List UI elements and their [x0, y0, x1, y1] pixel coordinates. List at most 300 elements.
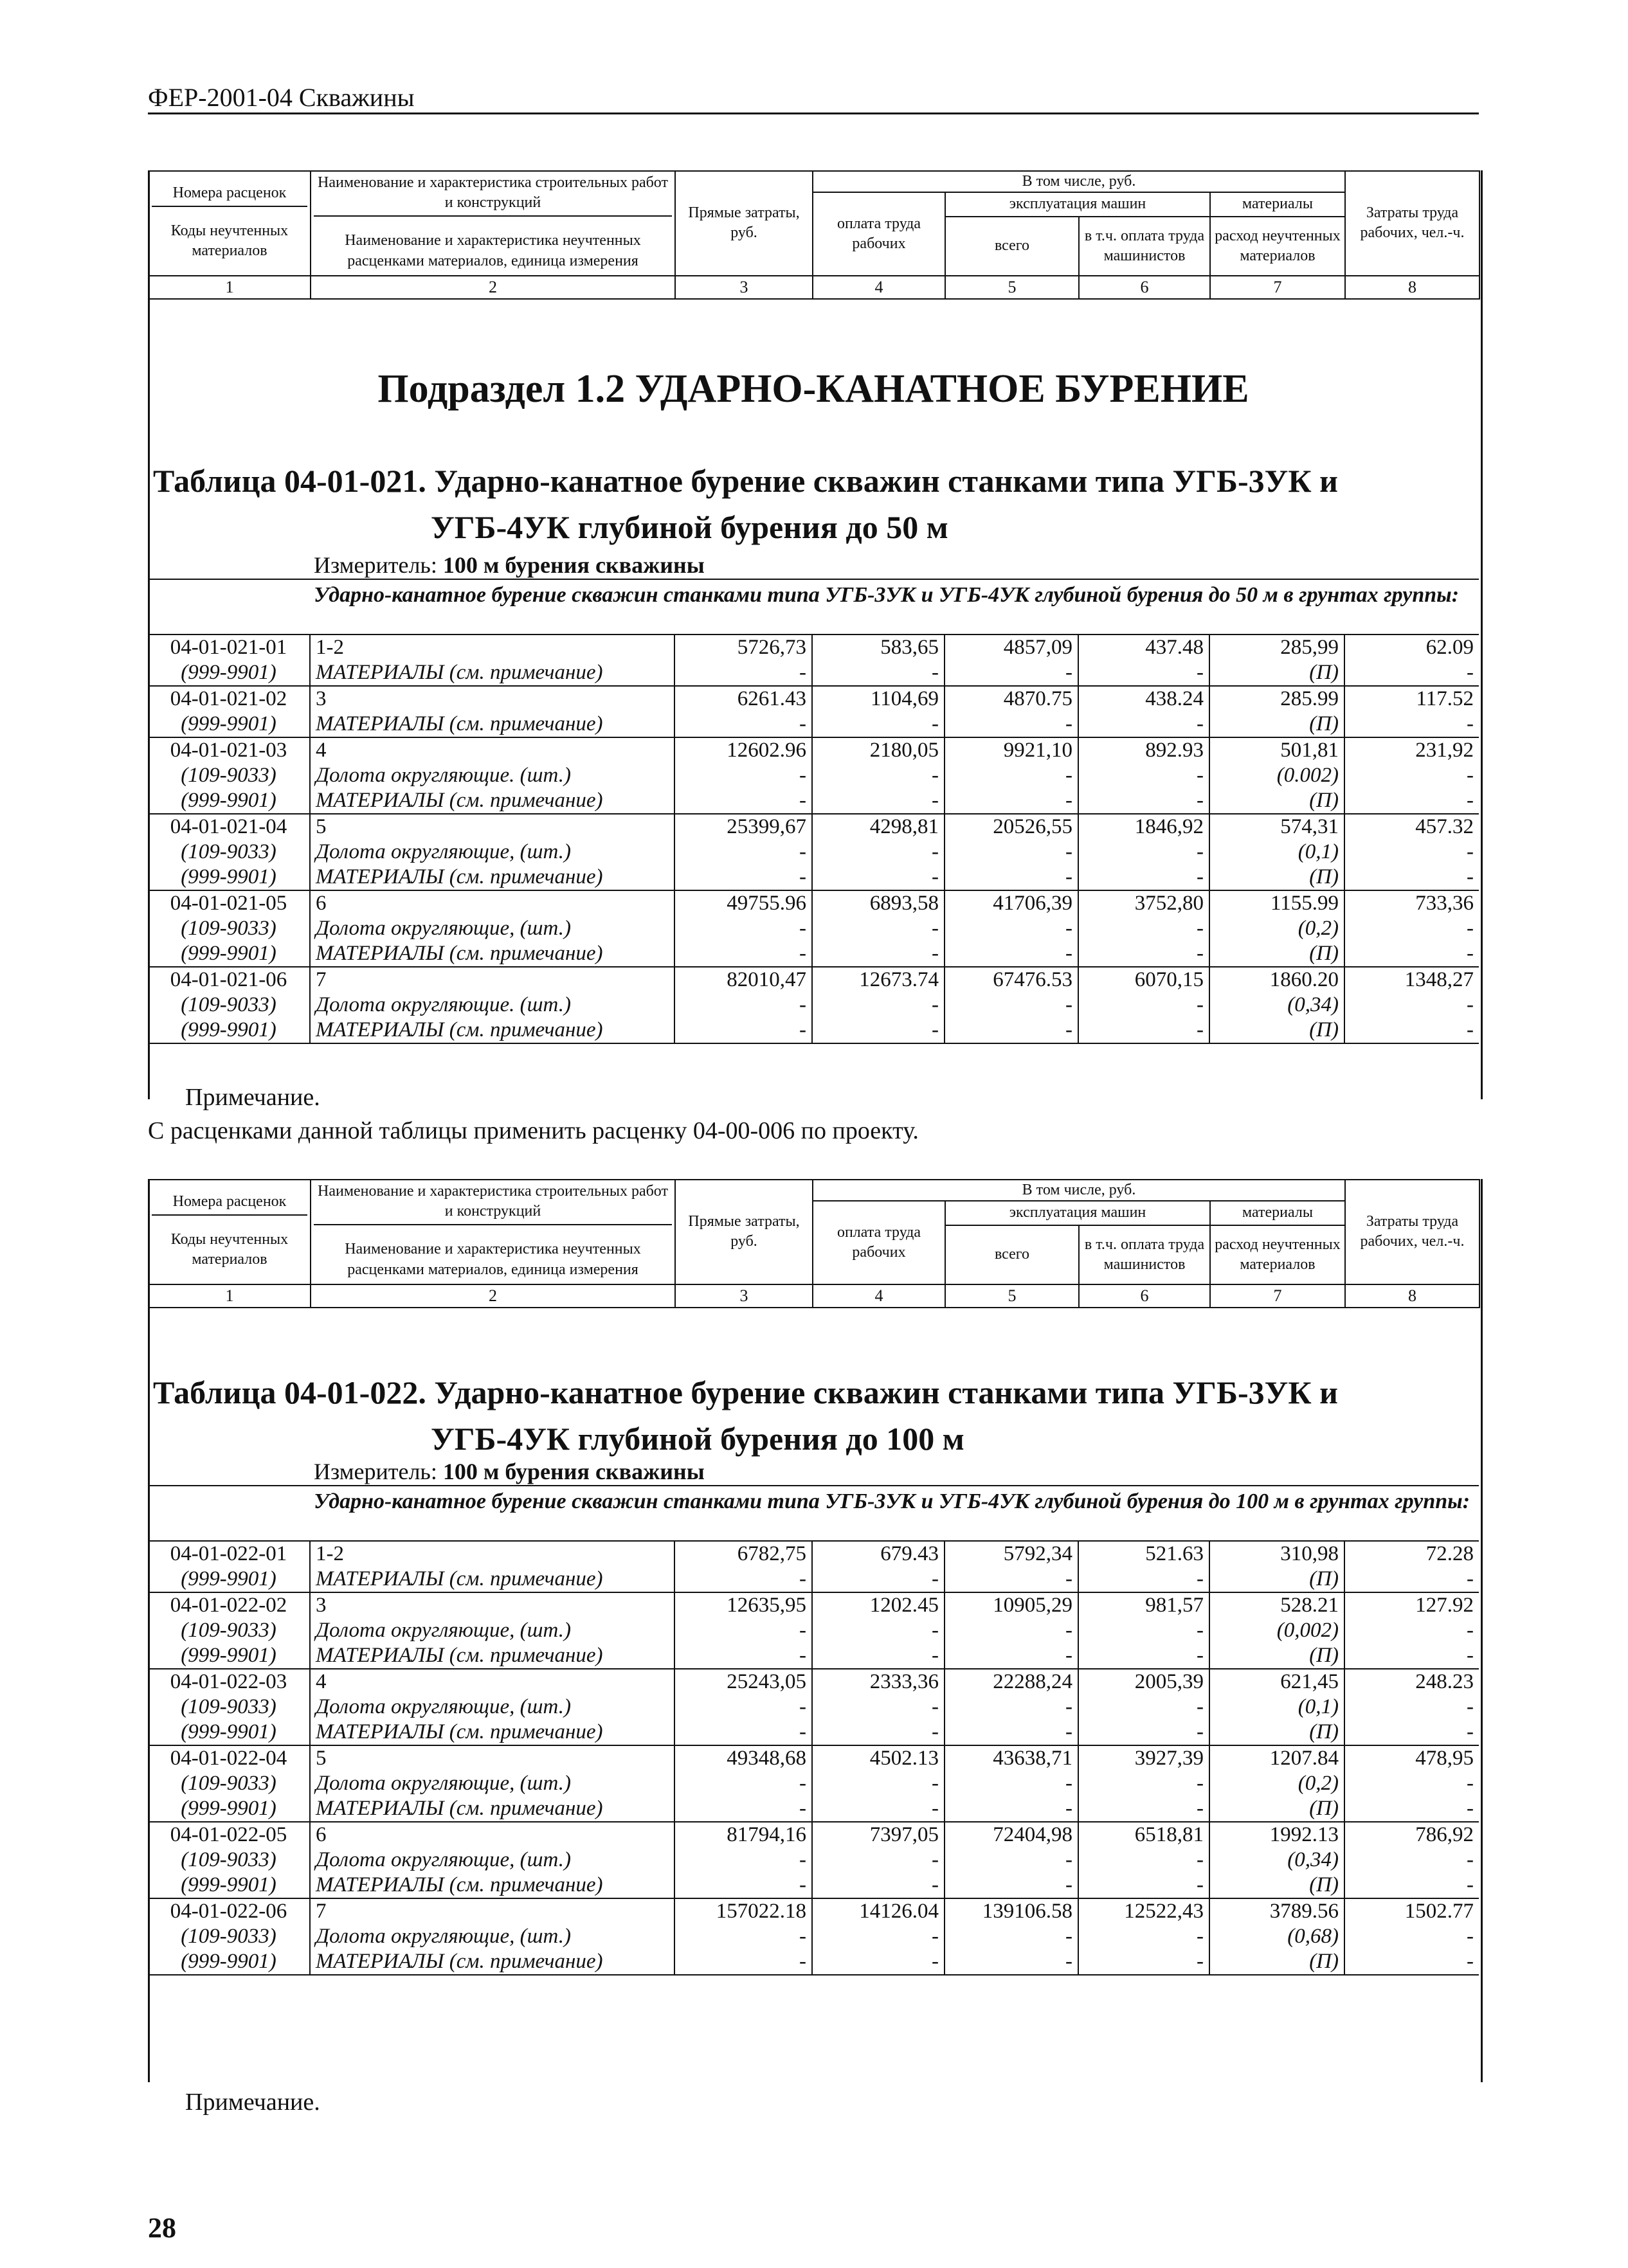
value-c3: 25399,67: [674, 814, 812, 840]
value-c6: -: [1078, 993, 1209, 1018]
value-c5: -: [945, 916, 1078, 941]
header-col8: Затраты труда рабочих, чел.-ч.: [1345, 1180, 1479, 1284]
table-row: [148, 1771, 1479, 1796]
value-c8: 62.09: [1344, 634, 1479, 660]
value-c6: -: [1078, 1643, 1209, 1669]
table-row: [148, 737, 1479, 763]
value-c5: -: [945, 1567, 1078, 1592]
soil-group: 6: [310, 890, 674, 916]
table2-measure-rule: [148, 1485, 1479, 1486]
value-c3: -: [674, 1771, 812, 1796]
value-c4: 679.43: [812, 1541, 945, 1567]
material-code: (109-9033): [181, 1619, 276, 1642]
header-num-7: 7: [1210, 1284, 1345, 1308]
rate-code: 04-01-021-02: [148, 686, 310, 712]
value-c7: 1155.99: [1209, 890, 1344, 916]
table-row: [148, 941, 1479, 967]
header-col3: Прямые затраты, руб.: [675, 171, 813, 276]
value-c6: 6518,81: [1078, 1822, 1209, 1848]
header-col5: всего: [945, 1225, 1079, 1284]
material-code: (999-9901): [181, 712, 276, 735]
value-c3: -: [674, 941, 812, 967]
table-row: [148, 993, 1479, 1018]
section-title: Подраздел 1.2 УДАРНО-КАНАТНОЕ БУРЕНИЕ: [377, 367, 1249, 411]
soil-group: 4: [310, 1669, 674, 1695]
value-c4: -: [812, 993, 945, 1018]
material-name: МАТЕРИАЛЫ (см. примечание): [310, 1796, 674, 1822]
value-c5: 67476.53: [945, 967, 1078, 993]
header-col2: Наименование и характеристика строительных работ и конструкций Наименование и характеристика неучтенных расценками материалов, единица измерения: [311, 171, 675, 276]
material-code: (109-9033): [181, 1848, 276, 1871]
header-col4: оплата труда рабочих: [813, 192, 945, 276]
table1-subtitle: Ударно-канатное бурение скважин станками типа УГБ-3УК и УГБ-4УК глубиной бурения до 50 м в грунтах группы:: [314, 583, 1460, 607]
value-c5: 139106.58: [945, 1898, 1078, 1924]
header-num-1: 1: [149, 1284, 311, 1308]
value-c5: 41706,39: [945, 890, 1078, 916]
value-c8: -: [1344, 1949, 1479, 1975]
value-c5: 10905,29: [945, 1592, 1078, 1618]
table1-body: [148, 634, 1479, 1044]
value-c4: -: [812, 712, 945, 737]
material-code: (999-9901): [181, 1873, 276, 1896]
value-c8: -: [1344, 993, 1479, 1018]
value-c6: 1846,92: [1078, 814, 1209, 840]
rate-code: 04-01-022-05: [148, 1822, 310, 1848]
value-c6: -: [1078, 660, 1209, 686]
value-c7: (0,2): [1209, 916, 1344, 941]
value-c7: (0.002): [1209, 763, 1344, 788]
value-c6: -: [1078, 1848, 1209, 1873]
header-col6: в т.ч. оплата труда машинистов: [1079, 1225, 1210, 1284]
table-row: [148, 1949, 1479, 1975]
value-c7: 1207.84: [1209, 1745, 1344, 1771]
material-name: МАТЕРИАЛЫ (см. примечание): [310, 660, 674, 686]
value-c8: 117.52: [1344, 686, 1479, 712]
value-c6: -: [1078, 1873, 1209, 1898]
table1-measure-rule: [148, 579, 1479, 580]
value-c5: -: [945, 1771, 1078, 1796]
value-c3: -: [674, 1873, 812, 1898]
rate-code: 04-01-022-06: [148, 1898, 310, 1924]
value-c3: 6782,75: [674, 1541, 812, 1567]
header-incl: В том числе, руб.: [813, 1180, 1345, 1201]
soil-group: 3: [310, 686, 674, 712]
value-c5: -: [945, 1695, 1078, 1720]
table-row: [148, 634, 1479, 660]
value-c3: -: [674, 1567, 812, 1592]
value-c8: 733,36: [1344, 890, 1479, 916]
value-c8: -: [1344, 1924, 1479, 1949]
value-c3: -: [674, 763, 812, 788]
soil-group: 3: [310, 1592, 674, 1618]
value-c7: (П): [1209, 1018, 1344, 1043]
table-row: [148, 1669, 1479, 1695]
value-c6: 12522,43: [1078, 1898, 1209, 1924]
material-code: (999-9901): [181, 942, 276, 965]
value-c6: 6070,15: [1078, 967, 1209, 993]
value-c8: -: [1344, 1848, 1479, 1873]
value-c8: -: [1344, 1720, 1479, 1745]
value-c7: (П): [1209, 712, 1344, 737]
header-num-3: 3: [675, 276, 813, 299]
value-c4: -: [812, 1796, 945, 1822]
value-c6: 2005,39: [1078, 1669, 1209, 1695]
table-row: [148, 840, 1479, 865]
value-c7: 528.21: [1209, 1592, 1344, 1618]
rate-code: 04-01-022-01: [148, 1541, 310, 1567]
value-c6: 437.48: [1078, 634, 1209, 660]
header-num-2: 2: [311, 276, 675, 299]
header-col5: всего: [945, 217, 1079, 276]
value-c3: 12635,95: [674, 1592, 812, 1618]
value-c3: 82010,47: [674, 967, 812, 993]
table-row: [148, 1541, 1479, 1567]
material-name: Долота округляющие, (шт.): [310, 840, 674, 865]
material-code: (109-9033): [181, 1925, 276, 1948]
material-code: (999-9901): [181, 1720, 276, 1743]
table2-measure: [314, 1458, 705, 1485]
table1-measure-label: Измеритель:: [314, 552, 437, 578]
value-c8: -: [1344, 1018, 1479, 1043]
value-c4: -: [812, 1720, 945, 1745]
table2-body: [148, 1540, 1479, 1976]
value-c3: -: [674, 712, 812, 737]
table1-column-header: [148, 170, 1480, 300]
value-c8: 1348,27: [1344, 967, 1479, 993]
value-c3: 5726,73: [674, 634, 812, 660]
value-c3: 49348,68: [674, 1745, 812, 1771]
material-name: МАТЕРИАЛЫ (см. примечание): [310, 1949, 674, 1975]
value-c4: -: [812, 1924, 945, 1949]
material-name: Долота округляющие. (шт.): [310, 993, 674, 1018]
value-c8: -: [1344, 660, 1479, 686]
table1-note-text: С расценками данной таблицы применить расценку 04-00-006 по проекту.: [148, 1117, 919, 1144]
table-row: [148, 660, 1479, 686]
value-c4: 1202.45: [812, 1592, 945, 1618]
value-c4: 6893,58: [812, 890, 945, 916]
material-name: МАТЕРИАЛЫ (см. примечание): [310, 941, 674, 967]
header-col1: Номера расценок Коды неучтенных материалов: [149, 171, 311, 276]
value-c4: -: [812, 788, 945, 814]
header-rule: [148, 113, 1479, 114]
value-c6: -: [1078, 941, 1209, 967]
value-c6: -: [1078, 865, 1209, 890]
value-c3: -: [674, 788, 812, 814]
value-c5: 9921,10: [945, 737, 1078, 763]
value-c8: -: [1344, 788, 1479, 814]
value-c6: 3927,39: [1078, 1745, 1209, 1771]
material-name: Долота округляющие, (шт.): [310, 1848, 674, 1873]
value-c6: -: [1078, 916, 1209, 941]
value-c5: -: [945, 1924, 1078, 1949]
table-row: [148, 712, 1479, 737]
material-name: МАТЕРИАЛЫ (см. примечание): [310, 788, 674, 814]
value-c4: -: [812, 660, 945, 686]
value-c3: -: [674, 1720, 812, 1745]
value-c8: -: [1344, 941, 1479, 967]
value-c7: (П): [1209, 660, 1344, 686]
value-c5: -: [945, 660, 1078, 686]
value-c5: -: [945, 1873, 1078, 1898]
value-c4: -: [812, 1949, 945, 1975]
value-c4: 583,65: [812, 634, 945, 660]
soil-group: 1-2: [310, 1541, 674, 1567]
material-name: МАТЕРИАЛЫ (см. примечание): [310, 1873, 674, 1898]
header-col7: расход неучтенных материалов: [1210, 1225, 1345, 1284]
header-col3: Прямые затраты, руб.: [675, 1180, 813, 1284]
header-num-7: 7: [1210, 276, 1345, 299]
value-c4: -: [812, 1618, 945, 1643]
rate-code: 04-01-021-05: [148, 890, 310, 916]
value-c7: (0,1): [1209, 1695, 1344, 1720]
value-c4: -: [812, 763, 945, 788]
header-num-1: 1: [149, 276, 311, 299]
header-num-8: 8: [1345, 276, 1479, 299]
value-c5: 22288,24: [945, 1669, 1078, 1695]
material-name: МАТЕРИАЛЫ (см. примечание): [310, 1018, 674, 1043]
rate-code: 04-01-021-04: [148, 814, 310, 840]
value-c5: 5792,34: [945, 1541, 1078, 1567]
header-num-4: 4: [813, 1284, 945, 1308]
value-c5: 43638,71: [945, 1745, 1078, 1771]
soil-group: 5: [310, 1745, 674, 1771]
value-c6: 521.63: [1078, 1541, 1209, 1567]
value-c7: 310,98: [1209, 1541, 1344, 1567]
table1-title-line1: Таблица 04-01-021. Ударно-канатное бурение скважин станками типа УГБ-3УК и: [153, 463, 1338, 499]
table-row: [148, 763, 1479, 788]
value-c3: 157022.18: [674, 1898, 812, 1924]
value-c4: -: [812, 840, 945, 865]
table2-title-line1: Таблица 04-01-022. Ударно-канатное бурение скважин станками типа УГБ-3УК и: [153, 1374, 1338, 1410]
value-c8: 786,92: [1344, 1822, 1479, 1848]
value-c7: 1992.13: [1209, 1822, 1344, 1848]
value-c4: -: [812, 941, 945, 967]
material-name: Долота округляющие, (шт.): [310, 916, 674, 941]
material-code: (999-9901): [181, 1567, 276, 1590]
header-num-3: 3: [675, 1284, 813, 1308]
value-c7: (П): [1209, 1796, 1344, 1822]
value-c7: (П): [1209, 1949, 1344, 1975]
value-c6: -: [1078, 1567, 1209, 1592]
table-row: [148, 1695, 1479, 1720]
value-c7: (0,34): [1209, 993, 1344, 1018]
header-incl: В том числе, руб.: [813, 171, 1345, 192]
material-name: Долота округляющие, (шт.): [310, 1924, 674, 1949]
header-col4: оплата труда рабочих: [813, 1201, 945, 1284]
value-c8: 1502.77: [1344, 1898, 1479, 1924]
value-c5: -: [945, 1949, 1078, 1975]
value-c7: (0,002): [1209, 1618, 1344, 1643]
table2-subtitle: Ударно-канатное бурение скважин станками типа УГБ-3УК и УГБ-4УК глубиной бурения до 100 м в грунтах группы:: [314, 1490, 1470, 1513]
table-row: [148, 1018, 1479, 1043]
table-row: [148, 1643, 1479, 1669]
value-c3: -: [674, 1018, 812, 1043]
table-row: [148, 1745, 1479, 1771]
material-code: (109-9033): [181, 840, 276, 863]
value-c6: -: [1078, 788, 1209, 814]
value-c7: (П): [1209, 1720, 1344, 1745]
table2-column-header: [148, 1179, 1480, 1308]
value-c8: 72.28: [1344, 1541, 1479, 1567]
material-code: (109-9033): [181, 1772, 276, 1795]
header-num-2: 2: [311, 1284, 675, 1308]
value-c3: -: [674, 1796, 812, 1822]
value-c7: (0,34): [1209, 1848, 1344, 1873]
table2-measure-label: Измеритель:: [314, 1459, 437, 1484]
rate-code: 04-01-022-03: [148, 1669, 310, 1695]
soil-group: 4: [310, 737, 674, 763]
value-c8: -: [1344, 916, 1479, 941]
value-c6: 3752,80: [1078, 890, 1209, 916]
table-row: [148, 1618, 1479, 1643]
table1-title-line2: УГБ-4УК глубиной бурения до 50 м: [431, 509, 948, 545]
material-name: Долота округляющие, (шт.): [310, 1771, 674, 1796]
soil-group: 7: [310, 967, 674, 993]
value-c6: -: [1078, 840, 1209, 865]
table-row: [148, 686, 1479, 712]
table-row: [148, 788, 1479, 814]
value-c6: 981,57: [1078, 1592, 1209, 1618]
soil-group: 1-2: [310, 634, 674, 660]
header-num-6: 6: [1079, 1284, 1210, 1308]
material-code: (999-9901): [181, 661, 276, 684]
material-code: (999-9901): [181, 1797, 276, 1820]
value-c7: (П): [1209, 1643, 1344, 1669]
value-c7: (0,1): [1209, 840, 1344, 865]
value-c3: 25243,05: [674, 1669, 812, 1695]
value-c8: -: [1344, 763, 1479, 788]
value-c6: 438.24: [1078, 686, 1209, 712]
material-name: МАТЕРИАЛЫ (см. примечание): [310, 712, 674, 737]
value-c7: 501,81: [1209, 737, 1344, 763]
value-c3: 12602.96: [674, 737, 812, 763]
table2-measure-value: 100 м бурения скважины: [442, 1459, 705, 1484]
value-c6: -: [1078, 1720, 1209, 1745]
value-c4: -: [812, 1695, 945, 1720]
material-name: МАТЕРИАЛЫ (см. примечание): [310, 1567, 674, 1592]
table1-measure: [314, 552, 705, 579]
soil-group: 7: [310, 1898, 674, 1924]
value-c8: -: [1344, 1771, 1479, 1796]
value-c3: -: [674, 1924, 812, 1949]
table-row: [148, 916, 1479, 941]
header-num-5: 5: [945, 276, 1079, 299]
value-c3: -: [674, 1848, 812, 1873]
table-row: [148, 1822, 1479, 1848]
header-materials: материалы: [1210, 1201, 1345, 1225]
rate-code: 04-01-022-04: [148, 1745, 310, 1771]
value-c4: -: [812, 1848, 945, 1873]
table2-title: [148, 1369, 1479, 1462]
value-c5: -: [945, 1720, 1078, 1745]
header-machine-ops: эксплуатация машин: [945, 192, 1210, 217]
header-materials: материалы: [1210, 192, 1345, 217]
value-c5: 72404,98: [945, 1822, 1078, 1848]
value-c3: 6261.43: [674, 686, 812, 712]
value-c8: -: [1344, 1796, 1479, 1822]
value-c8: -: [1344, 712, 1479, 737]
material-name: Долота округляющие, (шт.): [310, 1618, 674, 1643]
value-c6: -: [1078, 1949, 1209, 1975]
material-name: Долота округляющие. (шт.): [310, 763, 674, 788]
value-c5: -: [945, 788, 1078, 814]
header-machine-ops: эксплуатация машин: [945, 1201, 1210, 1225]
value-c5: -: [945, 993, 1078, 1018]
material-code: (109-9033): [181, 764, 276, 787]
value-c7: 3789.56: [1209, 1898, 1344, 1924]
value-c4: -: [812, 1771, 945, 1796]
value-c7: 285,99: [1209, 634, 1344, 660]
value-c6: -: [1078, 712, 1209, 737]
value-c4: -: [812, 1643, 945, 1669]
material-code: (999-9901): [181, 789, 276, 812]
soil-group: 6: [310, 1822, 674, 1848]
value-c8: -: [1344, 840, 1479, 865]
table1-measure-value: 100 м бурения скважины: [442, 552, 705, 578]
value-c4: -: [812, 1567, 945, 1592]
value-c6: -: [1078, 1618, 1209, 1643]
value-c5: 20526,55: [945, 814, 1078, 840]
table-row: [148, 1567, 1479, 1592]
value-c6: -: [1078, 1695, 1209, 1720]
value-c3: 81794,16: [674, 1822, 812, 1848]
value-c7: 285.99: [1209, 686, 1344, 712]
value-c5: -: [945, 1848, 1078, 1873]
value-c3: -: [674, 993, 812, 1018]
material-code: (109-9033): [181, 993, 276, 1016]
table1-title: [148, 458, 1479, 550]
value-c5: -: [945, 941, 1078, 967]
header-num-4: 4: [813, 276, 945, 299]
value-c7: (П): [1209, 865, 1344, 890]
header-col6: в т.ч. оплата труда машинистов: [1079, 217, 1210, 276]
table-row: [148, 1796, 1479, 1822]
value-c8: -: [1344, 865, 1479, 890]
running-header: ФЕР-2001-04 Скважины: [148, 83, 415, 112]
table1-note-title: Примечание.: [185, 1084, 320, 1111]
value-c4: 1104,69: [812, 686, 945, 712]
material-code: (999-9901): [181, 865, 276, 888]
table-row: [148, 967, 1479, 993]
value-c5: -: [945, 1643, 1078, 1669]
value-c5: 4870.75: [945, 686, 1078, 712]
table-row: [148, 1720, 1479, 1745]
header-col8: Затраты труда рабочих, чел.-ч.: [1345, 171, 1479, 276]
material-code: (999-9901): [148, 1018, 310, 1043]
value-c3: -: [674, 1643, 812, 1669]
table-row: [148, 890, 1479, 916]
value-c5: -: [945, 865, 1078, 890]
rate-code: 04-01-021-03: [148, 737, 310, 763]
table2-title-line2: УГБ-4УК глубиной бурения до 100 м: [431, 1421, 964, 1457]
material-name: Долота округляющие, (шт.): [310, 1695, 674, 1720]
header-num-5: 5: [945, 1284, 1079, 1308]
value-c6: -: [1078, 1771, 1209, 1796]
rate-code: 04-01-021-01: [148, 634, 310, 660]
value-c8: -: [1344, 1643, 1479, 1669]
material-name: МАТЕРИАЛЫ (см. примечание): [310, 865, 674, 890]
value-c3: -: [674, 1618, 812, 1643]
table-row: [148, 1898, 1479, 1924]
header-num-8: 8: [1345, 1284, 1479, 1308]
value-c8: 231,92: [1344, 737, 1479, 763]
value-c4: 12673.74: [812, 967, 945, 993]
table-row: [148, 1873, 1479, 1898]
header-col2: Наименование и характеристика строительных работ и конструкций Наименование и характеристика неучтенных расценками материалов, единица измерения: [311, 1180, 675, 1284]
value-c3: -: [674, 1949, 812, 1975]
material-name: МАТЕРИАЛЫ (см. примечание): [310, 1643, 674, 1669]
value-c4: 4502.13: [812, 1745, 945, 1771]
